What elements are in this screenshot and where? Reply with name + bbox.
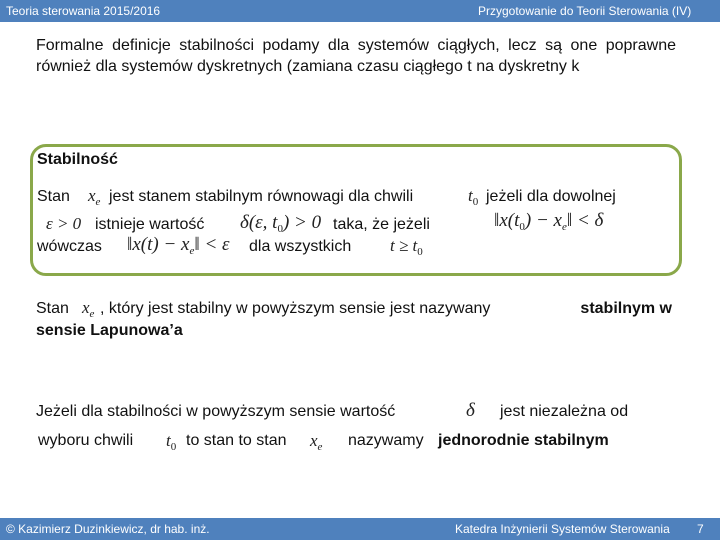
def-istnieje-text: istnieje wartość [95,216,205,233]
intro-paragraph: Formalne definicje stabilności podamy dla systemów ciągłych, lecz są one poprawne również dla systemów dyskretnych (zamiana czasu ciągłego t na dyskretny k [36,37,676,75]
lyap-stan-label: Stan [36,300,69,317]
footer-right-text: Katedra Inżynierii Systemów Sterowania [455,522,670,536]
math-delta-eps-t0: δ(ε, $t_0) > 0$ [240,212,322,235]
math-xe-3: $x_e$ [310,431,323,453]
footer-left-text: © Kazimierz Duzinkiewicz, dr hab. inż. [6,522,210,536]
math-eps-gt-0: ε > 0 [46,214,82,233]
def-dla-wszystkich-text: dla wszystkich [249,238,352,255]
def-stable-text: jest stanem stabilnym równowagi dla chwili [109,188,414,205]
math-norm-x-t0: $‖x(t_0)$ − $x_e‖ < \delta$ [494,210,604,233]
math-t0: $t_0$ [468,186,479,208]
uniform-line2b: to stan to stan [186,432,287,449]
lyap-text: , który jest stabilny w powyższym sensie jest nazywany [100,300,491,317]
uniform-line1b: jest niezależna od [500,403,629,420]
def-taka-text: taka, że jeżeli [333,216,430,233]
definition-title: Stabilność [37,151,118,168]
def-jezeli-text: jeżeli dla dowolnej [486,188,616,205]
math-norm-x-t: ‖x(t) − $x_e‖ < \varepsilon$ [127,234,230,257]
math-xe: $x_e$ [88,186,101,208]
math-xe-2: $x_e$ [82,298,95,320]
lyap-bold-1: stabilnym w [580,300,672,317]
math-delta: δ [466,400,475,421]
lyap-bold-2: sensie Lapunowa’a [36,322,183,339]
uniform-line2a: wyboru chwili [38,432,134,449]
math-t-ge-t0: $t \ge t_0$ [390,236,423,258]
uniform-line1a: Jeżeli dla stabilności w powyższym sensie wartość [36,403,396,420]
def-stan-label: Stan [37,188,70,205]
footer-bar [0,518,720,540]
header-left-text: Teoria sterowania 2015/2016 [6,4,161,18]
page-number: 7 [697,522,704,536]
math-t0-2: $t_0$ [166,431,177,453]
uniform-bold: jednorodnie stabilnym [438,432,609,449]
header-bar [0,0,720,22]
header-right-text: Przygotowanie do Teorii Sterowania (IV) [478,4,692,18]
uniform-line2c: nazywamy [348,432,424,449]
def-wowczas-text: wówczas [37,238,102,255]
